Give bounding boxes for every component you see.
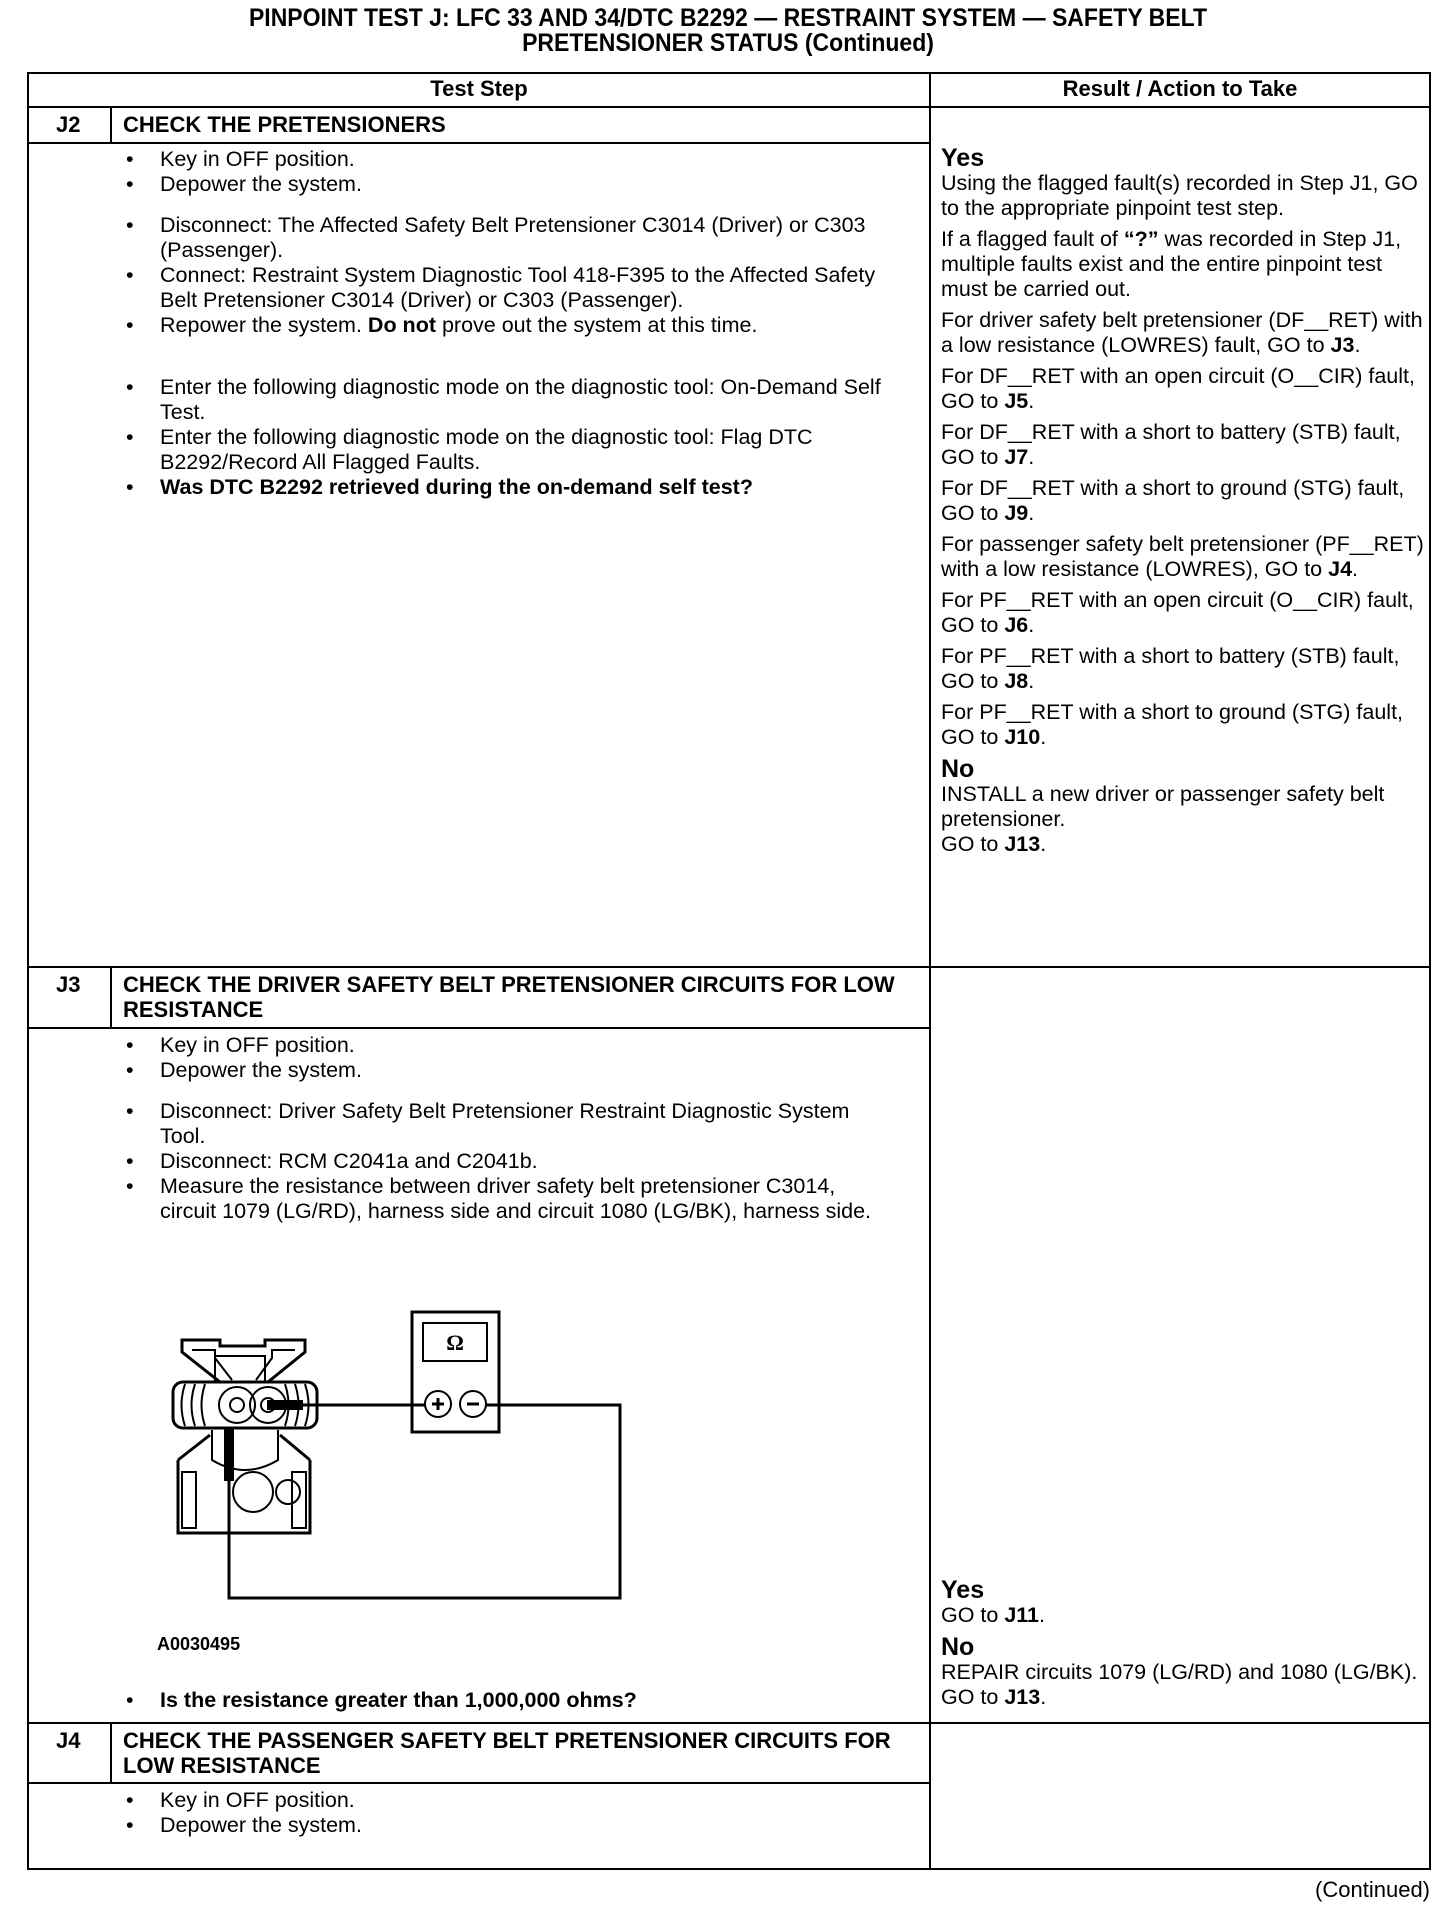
text-segment: REPAIR circuits 1079 (LG/RD) and 1080 (LG/BK). GO to [941,1660,1418,1709]
text-segment: Depower the system. [160,1813,362,1837]
text-segment: For PF__RET with an open circuit (O__CIR) fault, GO to [941,588,1414,637]
instruction-item [126,313,896,338]
text-segment: Enter the following diagnostic mode on the diagnostic tool: On-Demand Self Test. [160,375,881,424]
text-segment: Enter the following diagnostic mode on the diagnostic tool: Flag DTC B2292/Record All Flagged Faults. [160,425,813,474]
step-heading: CHECK THE DRIVER SAFETY BELT PRETENSIONER CIRCUITS FOR LOW RESISTANCE [123,972,895,1022]
text-segment: If a flagged fault of [941,227,1124,251]
result-heading: No [941,1633,975,1661]
step-id: J3 [56,972,81,997]
instruction-item [126,1099,896,1149]
text-segment: J13 [1004,1685,1041,1709]
text-segment: Repower the system. [160,313,368,337]
text-segment: . [1352,557,1359,581]
ohmmeter [412,1312,499,1432]
result-action [941,171,1429,221]
instruction-item [126,1058,896,1083]
result-action [941,782,1429,857]
instruction-group [126,1033,896,1083]
instruction-group [126,1788,896,1838]
continued-label: (Continued) [1315,1877,1430,1902]
instruction-item [126,1149,896,1174]
text-segment: For DF__RET with an open circuit (O__CIR) fault, GO to [941,364,1415,413]
text-segment: . [1028,613,1035,637]
text-segment: J3 [1330,333,1355,357]
result-action [941,308,1429,358]
instruction-group [126,1099,896,1224]
text-segment: J6 [1004,613,1029,637]
divider [110,106,112,143]
text-segment: For PF__RET with a short to battery (STB) fault, GO to [941,644,1400,693]
text-segment: . [1039,1603,1045,1627]
divider [27,966,1431,968]
step-results [941,145,1429,863]
result-action [941,1660,1429,1710]
text-segment: “?” [1123,227,1159,251]
ohm-symbol: Ω [446,1330,464,1355]
result-action [941,588,1429,638]
text-segment: . [1028,445,1035,469]
text-segment: GO to [941,832,1005,856]
text-segment: Do not [367,313,436,337]
result-action [941,420,1429,470]
instruction-item [126,425,896,475]
divider [27,1722,1431,1724]
step-heading: CHECK THE PASSENGER SAFETY BELT PRETENSIONER CIRCUITS FOR LOW RESISTANCE [123,1728,891,1778]
text-segment: . [1040,725,1047,749]
result-heading: Yes [941,144,985,172]
header-test-step: Test Step [430,76,528,101]
instruction-item [126,375,896,425]
text-segment: Disconnect: Driver Safety Belt Pretensioner Restraint Diagnostic System Tool. [160,1099,850,1148]
divider [1429,72,1431,1870]
instruction-item [126,213,896,263]
instruction-group [126,213,896,338]
figure-id: A0030495 [157,1634,241,1654]
result-action [941,364,1429,414]
divider [110,966,112,1028]
text-segment: . [1040,832,1047,856]
step-instructions [126,1033,896,1224]
text-segment: For DF__RET with a short to battery (STB) fault, GO to [941,420,1401,469]
result-action [941,700,1429,750]
text-segment: J7 [1004,445,1029,469]
text-segment: GO to [941,1603,1005,1627]
text-segment: Key in OFF position. [160,147,355,171]
text-segment: . [1040,1685,1047,1709]
result-action [941,476,1429,526]
instruction-item [126,1174,896,1224]
test-lead-wires [229,1405,620,1598]
divider [27,106,1431,108]
instruction-item [126,1813,896,1838]
result-action [941,644,1429,694]
text-segment: For driver safety belt pretensioner (DF__RET) with a low resistance (LOWRES) fault, GO to [941,308,1423,357]
text-segment: J5 [1004,389,1029,413]
result-heading: No [941,755,975,783]
divider [27,72,29,1870]
text-segment: . [1028,501,1035,525]
text-segment: For PF__RET with a short to ground (STG) fault, GO to [941,700,1404,749]
resistance-measurement-diagram [150,1300,650,1620]
text-segment: INSTALL a new driver or passenger safety belt pretensioner. [941,782,1385,831]
connector-illustration [173,1340,317,1533]
result-action [941,227,1429,302]
text-segment: Depower the system. [160,1058,362,1082]
step-question: • Is the resistance greater than 1,000,000 ohms? [126,1688,896,1713]
divider [27,1868,1431,1870]
text-segment: . [1028,389,1035,413]
divider [929,72,931,1870]
text-segment: For DF__RET with a short to ground (STG) fault, GO to [941,476,1405,525]
step-heading: CHECK THE PRETENSIONERS [123,112,446,137]
step-id: J4 [56,1728,81,1753]
step-id: J2 [56,112,81,137]
divider [27,142,931,144]
text-segment: For passenger safety belt pretensioner (PF__RET) with a low resistance (LOWRES), GO to [941,532,1424,581]
instruction-item [126,1788,896,1813]
result-action [941,532,1429,582]
text-segment: was recorded in Step J1, multiple faults exist and the entire pinpoint test must be carried out. [941,227,1402,301]
instruction-item [126,475,896,500]
page-title: PINPOINT TEST J: LFC 33 AND 34/DTC B2292 — RESTRAINT SYSTEM — SAFETY BELT PRETENSIONER STATUS (Continued) [248,4,1208,57]
step-instructions [126,147,896,500]
text-segment: J11 [1004,1603,1040,1627]
divider [27,1782,931,1784]
step-results [941,1577,1429,1716]
instruction-group [126,147,896,197]
text-segment: Disconnect: RCM C2041a and C2041b. [160,1149,538,1173]
instruction-group [126,375,896,500]
step-instructions [126,1788,896,1838]
text-segment: J9 [1004,501,1029,525]
text-segment: Using the flagged fault(s) recorded in Step J1, GO to the appropriate pinpoint test step. [941,171,1418,220]
text-segment: Key in OFF position. [160,1788,355,1812]
divider [110,1722,112,1783]
text-segment: Was DTC B2292 retrieved during the on-demand self test? [160,475,753,499]
text-segment: Measure the resistance between driver safety belt pretensioner C3014, circuit 1079 (LG/RD), harness side and circuit 1080 (LG/BK), harness side. [160,1174,872,1223]
text-segment: . [1354,333,1361,357]
text-segment: prove out the system at this time. [435,313,758,337]
divider [27,1027,931,1029]
instruction-item [126,1033,896,1058]
instruction-item [126,172,896,197]
text-segment: J8 [1004,669,1029,693]
text-segment: J10 [1004,725,1041,749]
text-segment: J4 [1328,557,1353,581]
text-segment: Disconnect: The Affected Safety Belt Pretensioner C3014 (Driver) or C303 (Passenger). [160,213,866,262]
result-action [941,1603,1429,1628]
text-segment: J13 [1004,832,1041,856]
instruction-item [126,263,896,313]
result-heading: Yes [941,1576,985,1604]
text-segment: Key in OFF position. [160,1033,355,1057]
text-segment: Depower the system. [160,172,362,196]
header-result: Result / Action to Take [1062,76,1298,101]
text-segment: . [1028,669,1035,693]
text-segment: Connect: Restraint System Diagnostic Tool 418-F395 to the Affected Safety Belt Pretensioner C3014 (Driver) or C303 (Passenger). [160,263,876,312]
instruction-item [126,147,896,172]
